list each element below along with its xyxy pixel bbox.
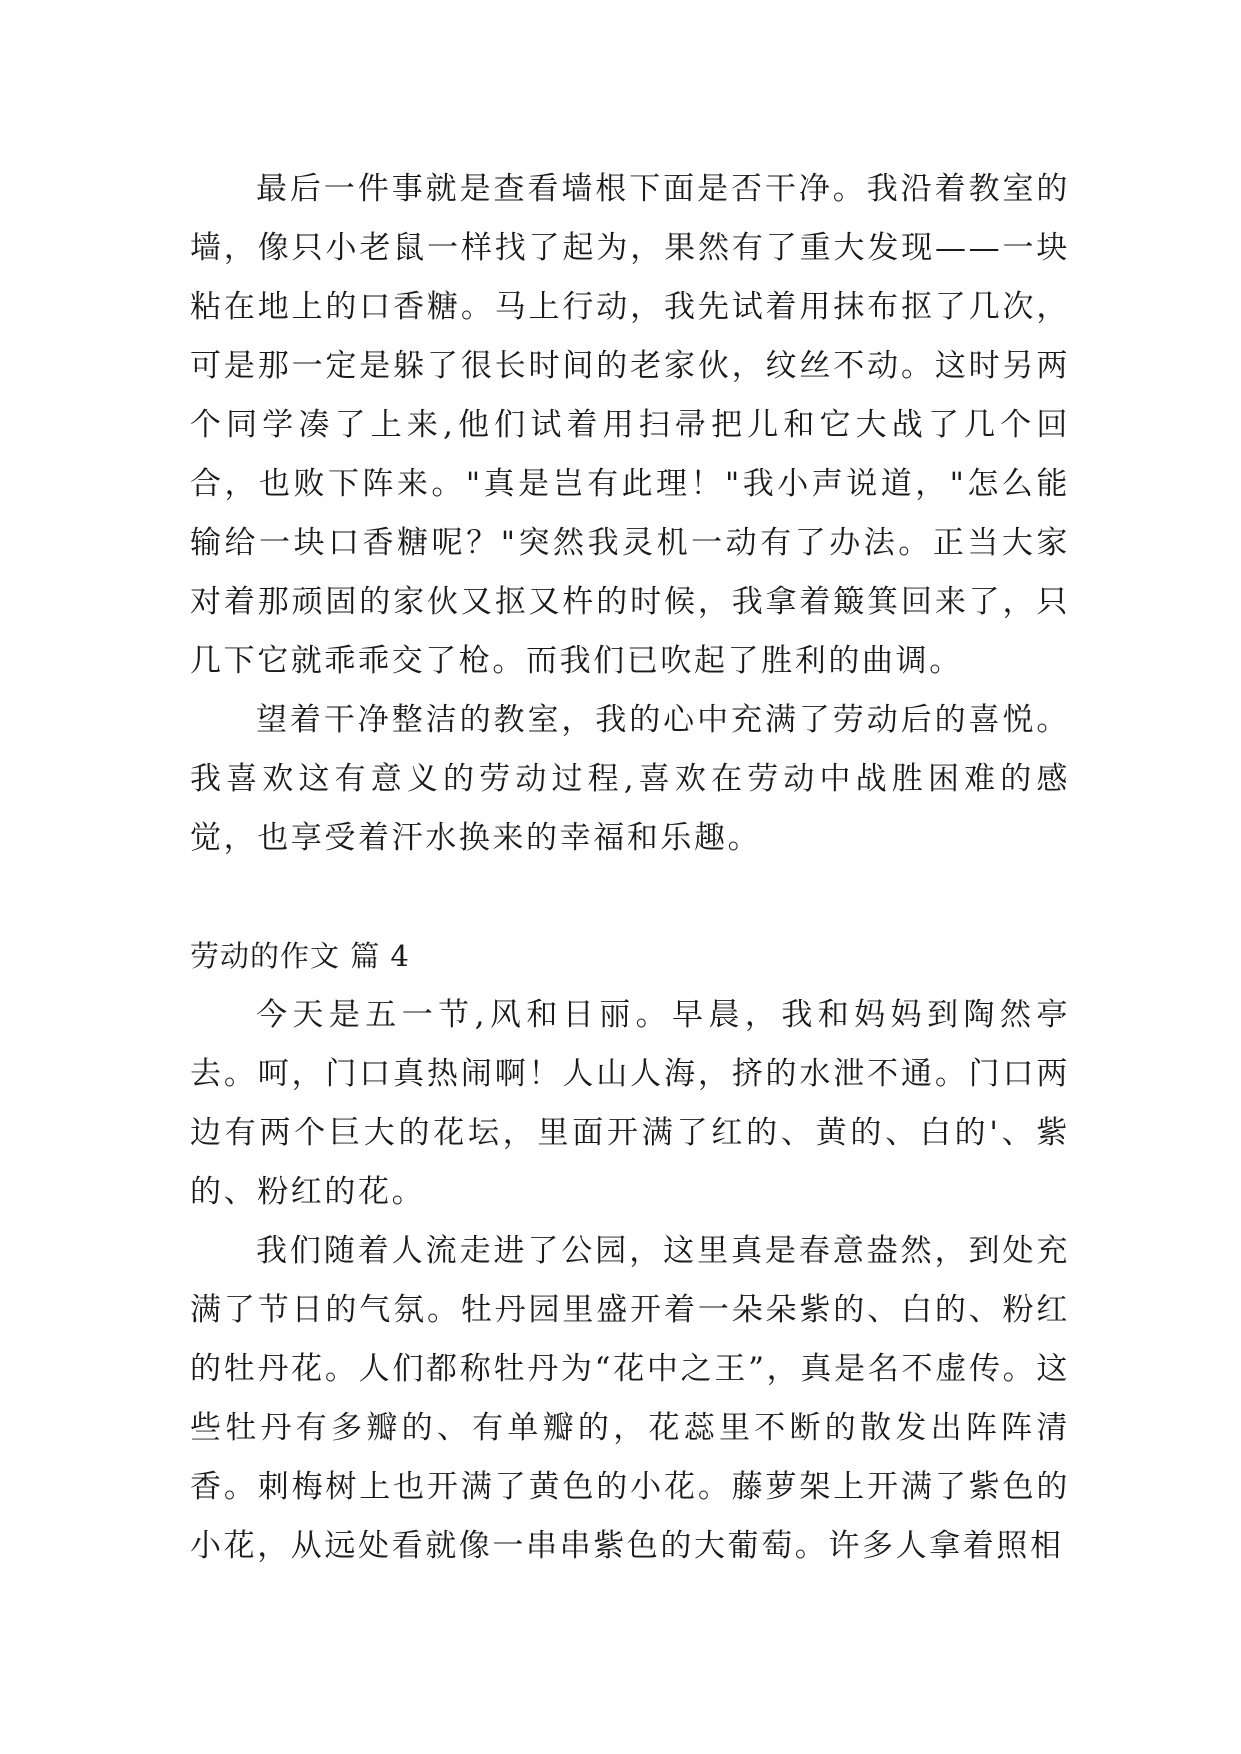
paragraph-joy-of-labor: 望着干净整洁的教室，我的心中充满了劳动后的喜悦。我喜欢这有意义的劳动过程,喜欢在劳动中战胜困难的感觉，也享受着汗水换来的幸福和乐趣。 [190, 702, 1070, 856]
section-heading: 劳动的作文 篇 4 [190, 939, 410, 973]
section-spacer [190, 868, 1070, 927]
paragraph-may-day: 今天是五一节,风和日丽。早晨，我和妈妈到陶然亭去。呵，门口真热闹啊！人山人海，挤的水泄不通。门口两边有两个巨大的花坛，里面开满了红的、黄的、白的'、紫的、粉红的花。 [190, 997, 1070, 1210]
paragraph-park-flowers: 我们随着人流走进了公园，这里真是春意盎然，到处充满了节日的气氛。牡丹园里盛开着一朵朵紫的、白的、粉红的牡丹花。人们都称牡丹为“花中之王”，真是名不虚传。这些牡丹有多瓣的、有单瓣的，花蕊里不断的散发出阵阵清香。刺梅树上也开满了黄色的小花。藤萝架上开满了紫色的小花，从远处看就像一串串紫色的大葡萄。许多人拿着照相 [190, 1233, 1070, 1564]
document-page [190, 160, 1070, 1576]
paragraph-wall-cleaning: 最后一件事就是查看墙根下面是否干净。我沿着教室的墙，像只小老鼠一样找了起为，果然有了重大发现——一块粘在地上的口香糖。马上行动，我先试着用抹布抠了几次，可是那一定是躲了很长时间的老家伙，纹丝不动。这时另两个同学凑了上来,他们试着用扫帚把儿和它大战了几个回合，也败下阵来。"真是岂有此理！"我小声说道，"怎么能输给一块口香糖呢？"突然我灵机一动有了办法。正当大家对着那顽固的家伙又抠又杵的时候，我拿着簸箕回来了，只几下它就乖乖交了枪。而我们已吹起了胜利的曲调。 [190, 171, 1070, 679]
